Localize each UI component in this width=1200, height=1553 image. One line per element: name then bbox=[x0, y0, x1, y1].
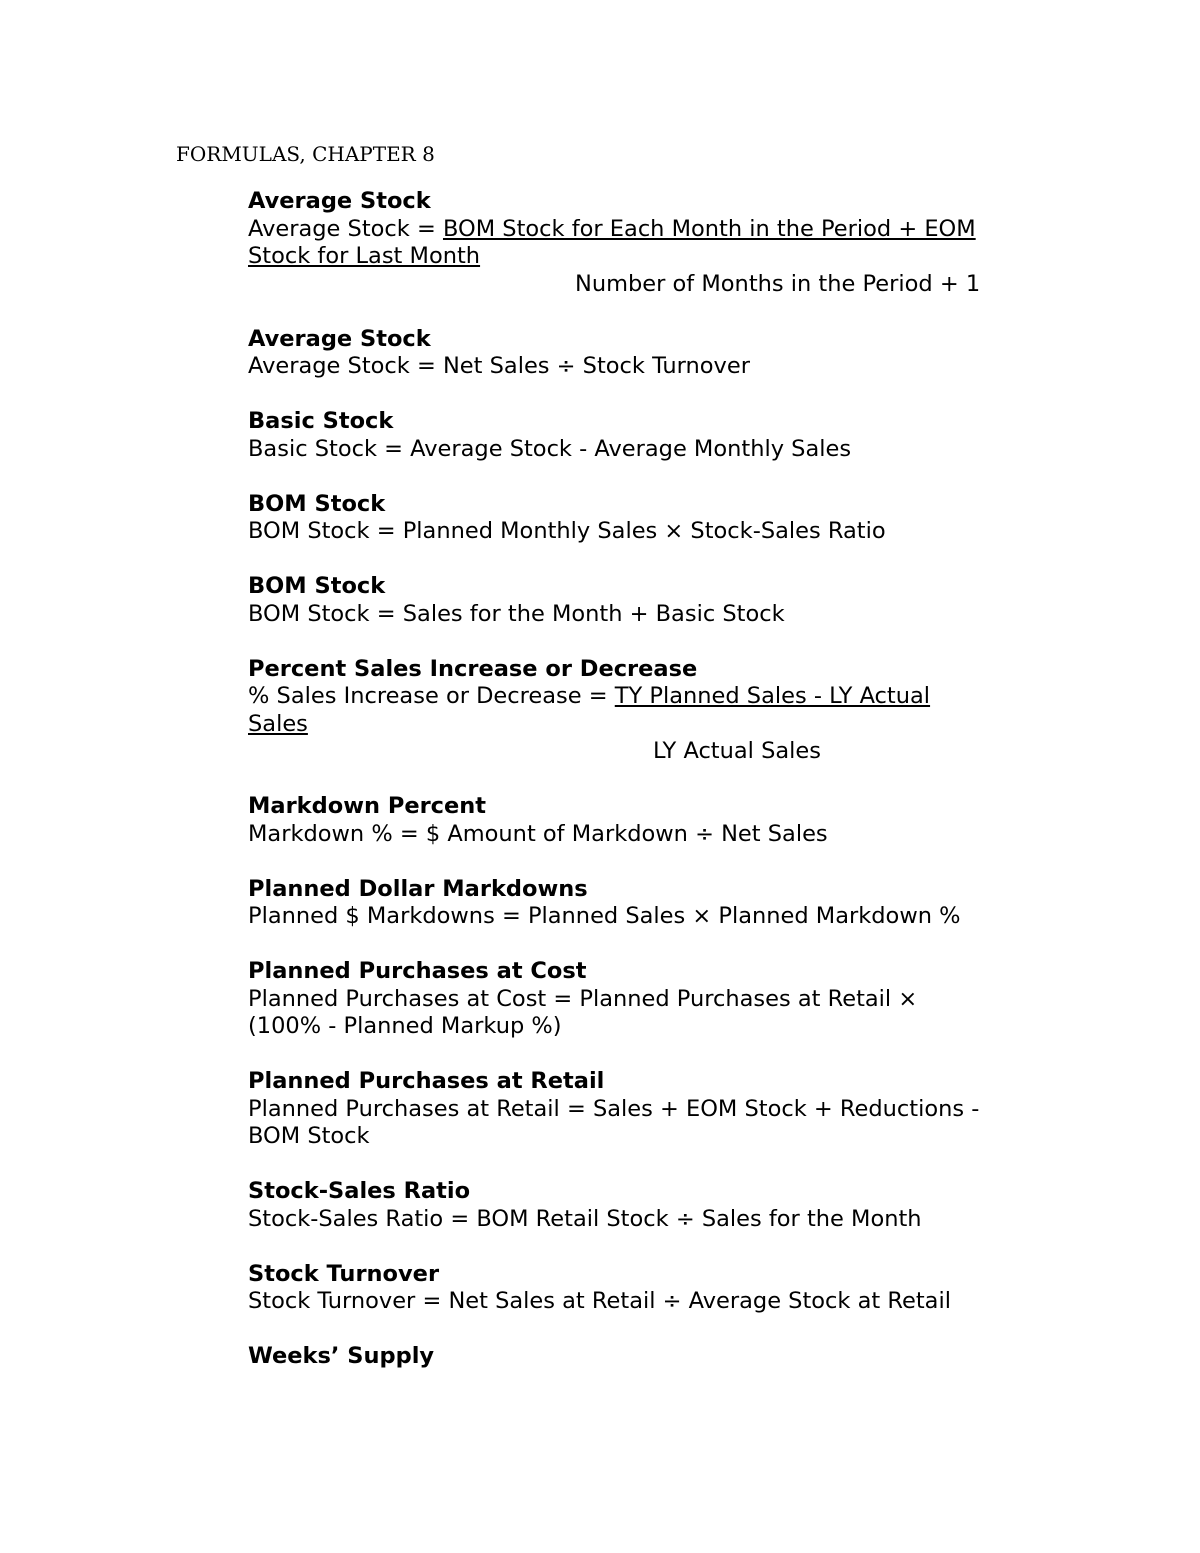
formula-line: Stock Turnover = Net Sales at Retail ÷ Average Stock at Retail bbox=[248, 1288, 951, 1314]
formula-line: BOM Stock = Planned Monthly Sales × Stock-Sales Ratio bbox=[248, 518, 886, 544]
formula-section-bom-stock-ratio bbox=[248, 491, 1028, 546]
formula-section-stock-sales-ratio bbox=[248, 1178, 1028, 1233]
formula-line bbox=[248, 216, 1028, 244]
formula-section-planned-purchases-cost bbox=[248, 958, 1028, 1041]
formula-numerator-continued: Sales bbox=[248, 710, 308, 737]
formula-section-planned-purchases-retail bbox=[248, 1068, 1028, 1151]
section-heading: Average Stock bbox=[248, 188, 431, 214]
section-heading: BOM Stock bbox=[248, 573, 386, 599]
formula-section-basic-stock bbox=[248, 408, 1028, 463]
formula-prefix: Average Stock = bbox=[248, 215, 443, 242]
formula-line-continued: BOM Stock bbox=[248, 1123, 370, 1149]
formula-denominator: Number of Months in the Period + 1 bbox=[575, 270, 981, 297]
section-heading: Planned Dollar Markdowns bbox=[248, 875, 588, 902]
formula-section-average-stock-fraction bbox=[248, 188, 1028, 298]
formula-line: Planned $ Markdowns = Planned Sales × Planned Markdown % bbox=[248, 903, 961, 929]
formula-line-continued: (100% - Planned Markup %) bbox=[248, 1013, 562, 1039]
formula-section-markdown-percent bbox=[248, 793, 1028, 848]
formula-line: Stock-Sales Ratio = BOM Retail Stock ÷ Sales for the Month bbox=[248, 1205, 922, 1232]
formula-section-planned-dollar-markdowns bbox=[248, 876, 1028, 931]
formula-line: Average Stock = Net Sales ÷ Stock Turnover bbox=[248, 353, 750, 379]
formula-line: Markdown % = $ Amount of Markdown ÷ Net Sales bbox=[248, 820, 828, 847]
section-heading: Percent Sales Increase or Decrease bbox=[248, 655, 698, 682]
section-heading: Basic Stock bbox=[248, 408, 394, 434]
section-heading: Stock-Sales Ratio bbox=[248, 1178, 471, 1204]
section-heading: Average Stock bbox=[248, 325, 431, 352]
formula-denominator: LY Actual Sales bbox=[653, 738, 821, 764]
section-heading: Planned Purchases at Retail bbox=[248, 1068, 605, 1094]
document-title: FORMULAS, CHAPTER 8 bbox=[176, 142, 435, 166]
formula-section-bom-stock-basic bbox=[248, 573, 1028, 628]
formula-line: Planned Purchases at Cost = Planned Purchases at Retail × bbox=[248, 985, 918, 1012]
formula-line: Planned Purchases at Retail = Sales + EOM Stock + Reductions - bbox=[248, 1095, 980, 1122]
section-heading: Weeks’ Supply bbox=[248, 1343, 435, 1369]
section-heading: Markdown Percent bbox=[248, 793, 487, 819]
formula-list bbox=[248, 188, 1028, 1398]
section-heading: Planned Purchases at Cost bbox=[248, 958, 587, 984]
formula-line: Basic Stock = Average Stock - Average Monthly Sales bbox=[248, 435, 852, 462]
formula-section-percent-sales-change bbox=[248, 656, 1028, 766]
section-heading: Stock Turnover bbox=[248, 1260, 440, 1287]
formula-prefix: % Sales Increase or Decrease = bbox=[248, 683, 615, 709]
formula-numerator: TY Planned Sales - LY Actual bbox=[614, 683, 931, 709]
formula-section-stock-turnover bbox=[248, 1261, 1028, 1316]
formula-numerator: BOM Stock for Each Month in the Period + EOM bbox=[442, 215, 976, 242]
section-heading: BOM Stock bbox=[248, 490, 386, 517]
formula-numerator-continued: Stock for Last Month bbox=[248, 243, 481, 269]
formula-line bbox=[248, 683, 1028, 711]
formula-line: BOM Stock = Sales for the Month + Basic Stock bbox=[248, 600, 785, 627]
formula-section-average-stock-turnover bbox=[248, 326, 1028, 381]
formula-section-weeks-supply bbox=[248, 1343, 1028, 1371]
